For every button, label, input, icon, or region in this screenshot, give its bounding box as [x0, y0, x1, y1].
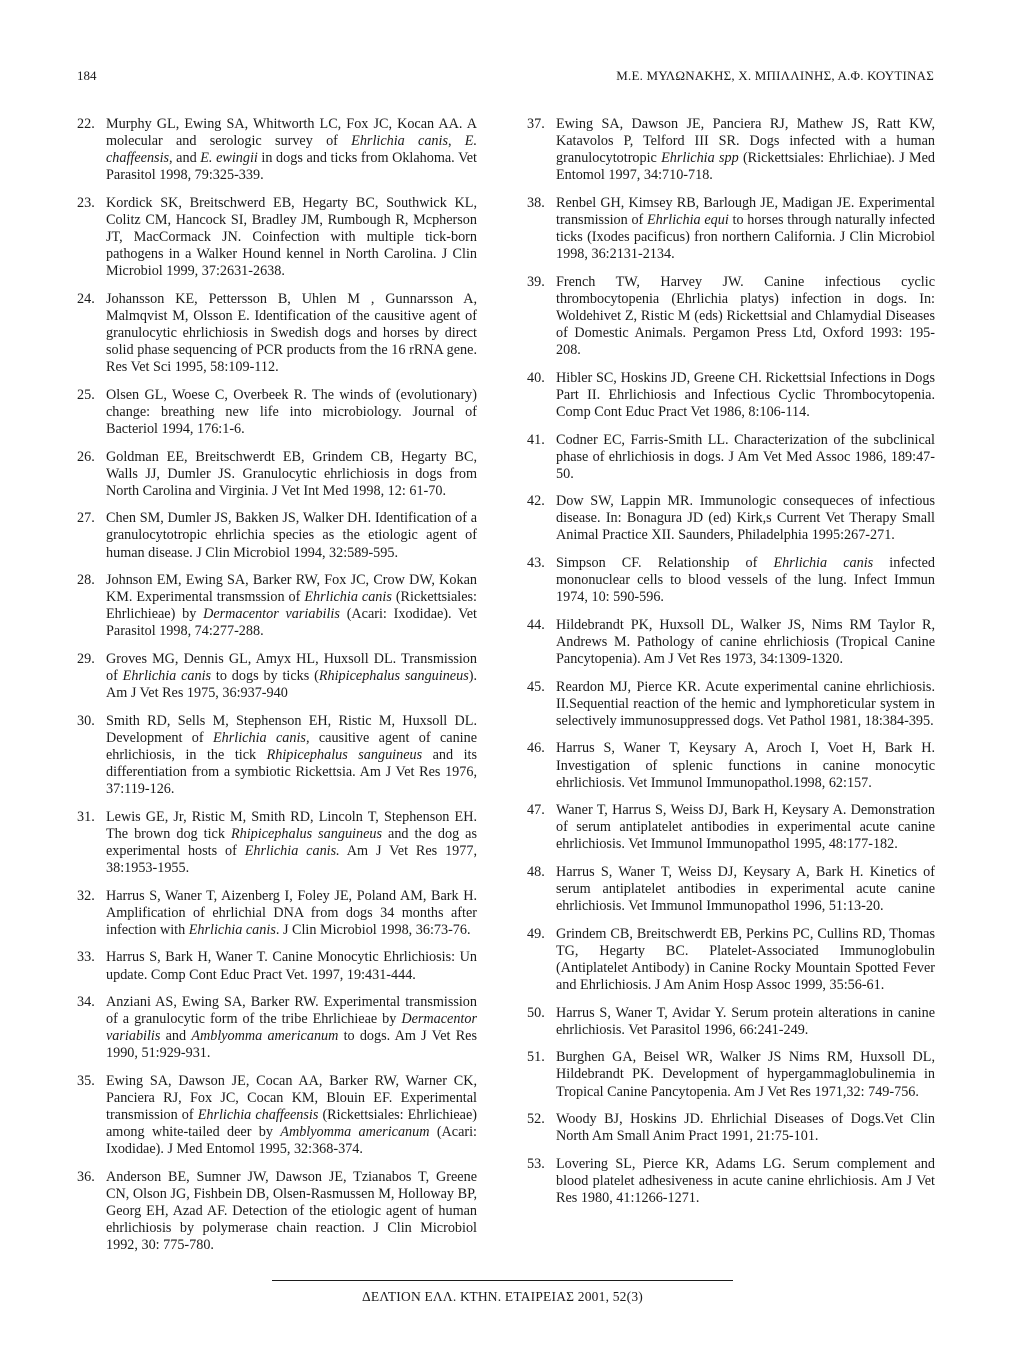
reference-segment: Woody BJ, Hoskins JD. Ehrlichial Diseases of Dogs.Vet Clin North Am Small Anim Pract 1991, 21:75-101.	[556, 1111, 935, 1145]
reference-segment: , and	[169, 150, 201, 167]
reference-italic-segment: Ehrlichia canis	[773, 555, 874, 572]
reference-item	[77, 572, 477, 640]
reference-item	[77, 949, 477, 983]
reference-number: 22.	[77, 116, 95, 132]
reference-segment: . J Clin Microbiol 1998, 36:73-76.	[275, 921, 471, 938]
reference-segment: Groves MG, Dennis GL, Amyx HL, Huxsoll DL. Transmission of	[106, 651, 477, 685]
reference-item	[77, 809, 477, 877]
reference-italic-segment: Rhipicephalus sanguineus	[230, 825, 382, 842]
reference-number: 41.	[527, 431, 545, 448]
reference-number: 53.	[527, 1155, 545, 1172]
reference-segment: Lewis GE, Jr, Ristic M, Smith RD, Lincoln T, Stephenson EH. The brown dog tick	[106, 808, 477, 842]
reference-text	[106, 651, 477, 701]
reference-item	[527, 370, 935, 421]
reference-item	[77, 1169, 477, 1254]
reference-item	[527, 740, 935, 791]
reference-segment: Harrus S, Waner T, Avidar Y. Serum protein alterations in canine ehrlichiosis. Vet Parasitol 1996, 66:241-249.	[556, 1004, 935, 1038]
reference-segment: Harrus S, Waner T, Aizenberg I, Foley JE, Poland AM, Bark H. Amplification of ehrlichial DNA from dogs 34 months after infection with	[106, 887, 477, 938]
reference-segment: to dogs by ticks (	[211, 668, 319, 685]
reference-item	[527, 195, 935, 263]
reference-segment: Ewing SA, Dawson JE, Panciera RJ, Mathew JS, Ratt KW, Katavolos P, Telford III SR. Dogs infected with a human granulocytotropic	[556, 116, 935, 167]
reference-text	[106, 510, 477, 560]
reference-text	[106, 291, 477, 375]
reference-segment: Hibler SC, Hoskins JD, Greene CH. Rickettsial Infections in Dogs Part II. Ehrlichiosis and Infectious Cyclic Thrombocytopenia. Comp Cont Educ Pract Vet 1986, 8:106-114.	[556, 369, 935, 420]
reference-text	[556, 274, 935, 358]
reference-text	[556, 864, 935, 914]
reference-number: 26.	[77, 448, 95, 465]
reference-item	[527, 1111, 935, 1145]
reference-number: 49.	[527, 925, 545, 942]
reference-segment: Harrus S, Waner T, Keysary A, Aroch I, Voet H, Bark H. Investigation of splenic functions in canine monocytic ehrlichiosis. Vet Immunol Immunopathol.1998, 62:157.	[556, 740, 935, 791]
reference-text	[556, 679, 935, 729]
reference-number: 32.	[77, 887, 95, 904]
reference-segment: and the dog as experimental hosts of	[106, 825, 478, 859]
reference-item	[527, 1049, 935, 1100]
reference-number: 34.	[77, 994, 95, 1011]
reference-item	[527, 1005, 935, 1039]
footer-rule	[272, 1280, 733, 1281]
reference-segment: Renbel GH, Kimsey RB, Barlough JE, Madigan JE. Experimental transmission of	[556, 194, 935, 228]
reference-number: 48.	[527, 863, 545, 880]
reference-number: 45.	[527, 678, 545, 695]
reference-number: 27.	[77, 510, 95, 527]
reference-segment: (Rickettsiales: Ehrlichieae) by	[106, 589, 477, 623]
reference-text	[556, 1156, 935, 1206]
reference-item	[527, 493, 935, 544]
reference-segment: Harrus S, Waner T, Weiss DJ, Keysary A, Bark H. Kinetics of serum antiplatelet antibodies in experimental acute canine ehrlichiosis. Vet Immunol Immunopathol 1996, 51:13-20.	[556, 863, 935, 915]
reference-number: 25.	[77, 386, 95, 403]
reference-item	[527, 555, 935, 606]
reference-item	[77, 1073, 477, 1158]
reference-text	[556, 116, 935, 183]
reference-text	[556, 1111, 935, 1144]
page-number: 184	[77, 68, 97, 83]
running-head: Μ.Ε. ΜΥΛΩΝΑΚΗΣ, Χ. ΜΠΙΛΛΙΝΗΣ, Α.Φ. ΚΟΥΤΙΝΑΣ	[616, 68, 934, 83]
reference-text	[106, 1169, 477, 1253]
reference-item	[527, 926, 935, 994]
reference-item	[527, 802, 935, 853]
reference-item	[77, 291, 477, 376]
reference-segment: (Acari: Ixodidae). Vet Parasitol 1998, 74:277-288.	[106, 606, 477, 640]
reference-number: 38.	[527, 194, 545, 211]
reference-segment: (Rickettsiales: Ehrlichiae). J Med Entomol 1997, 34:710-718.	[556, 150, 935, 184]
reference-segment: (Rickettsiales: Ehrlichieae) among white-tailed deer by	[106, 1107, 478, 1141]
reference-item	[77, 510, 477, 561]
reference-italic-segment: Ehrlichia canis	[188, 921, 276, 938]
reference-italic-segment: Ehrlichia canis	[351, 133, 448, 150]
reference-segment: Hildebrandt PK, Huxsoll DL, Walker JS, Nims RM Taylor R, Andrews M. Pathology of canine ehrlichiosis (Tropical Canine Pancytopenia). Am J Vet Res 1973, 34:1309-1320.	[556, 616, 935, 668]
reference-text	[106, 888, 477, 938]
reference-segment: Reardon MJ, Pierce KR. Acute experimental canine ehrlichiosis. II.Sequential reaction of the hemic and lymphoreticular system in selectively immunosuppressed dogs. Vet Pathol 1981, 18:384-395.	[556, 678, 935, 729]
reference-segment: Harrus S, Bark H, Waner T. Canine Monocytic Ehrlichiosis: Un update. Comp Cont Educ Pract Vet. 1997, 19:431-444.	[106, 949, 477, 983]
reference-item	[527, 274, 935, 359]
reference-item	[77, 116, 477, 184]
reference-number: 24.	[77, 290, 95, 307]
reference-number: 31.	[77, 808, 95, 825]
reference-segment: Lovering SL, Pierce KR, Adams LG. Serum complement and blood platelet adhesiveness in acute canine ehrlichiosis. Am J Vet Res 1980, 41:1266-1271.	[556, 1155, 935, 1206]
reference-segment: Chen SM, Dumler JS, Bakken JS, Walker DH. Identification of a granulocytotropic ehrlichia species as the etiologic agent of human disease. J Clin Microbiol 1994, 32:589-595.	[106, 510, 477, 561]
reference-item	[527, 1156, 935, 1207]
reference-segment: Simpson CF. Relationship of	[556, 555, 774, 572]
reference-text	[556, 493, 935, 543]
reference-segment: Olsen GL, Woese C, Overbeek R. The winds of (evolutionary) change: breathing new life into microbiology. Journal of Bacteriol 1994, 176:1-6.	[106, 386, 477, 437]
reference-segment: , causitive agent of canine ehrlichiosis, in the tick	[106, 729, 477, 763]
reference-number: 47.	[527, 802, 545, 819]
reference-italic-segment: Dermacentor variabilis	[106, 1011, 477, 1045]
reference-segment: Waner T, Harrus S, Weiss DJ, Bark H, Keysary A. Demonstration of serum antiplatelet antibodies in experimental acute canine ehrlichiosis. Vet Immunol Immunopathol 1995, 48:177-182.	[556, 802, 935, 853]
reference-italic-segment: Rhipicephalus sanguineus	[266, 747, 423, 763]
reference-text	[556, 926, 935, 993]
reference-segment: Grindem CB, Breitschwerdt EB, Perkins PC, Cullins RD, Thomas TG, Hegarty BC. Platelet-Associated Immunoglobulin (Antiplatelet Antibody) in Canine Rocky Mountain Spotted Fever and Ehrlichiosis. J Am Anim Hosp Assoc 1999, 35:56-61.	[556, 925, 935, 994]
reference-number: 42.	[527, 493, 545, 510]
reference-italic-segment: Dermacentor variabilis	[203, 606, 340, 623]
reference-italic-segment: Rhipicephalus sanguineus	[318, 668, 469, 685]
reference-text	[556, 617, 935, 667]
reference-segment: to dogs. Am J Vet Res 1990, 51:929-931.	[106, 1028, 477, 1062]
reference-item	[77, 195, 477, 280]
reference-italic-segment: Ehrlichia canis	[304, 589, 392, 606]
reference-text	[106, 994, 477, 1061]
reference-italic-segment: E. ewingii	[200, 150, 258, 167]
reference-number: 52.	[527, 1111, 545, 1128]
reference-item	[77, 651, 477, 702]
reference-number: 40.	[527, 369, 545, 386]
reference-italic-segment: Ehrlichia spp	[661, 150, 739, 167]
reference-number: 29.	[77, 651, 95, 668]
reference-number: 43.	[527, 555, 545, 572]
reference-number: 37.	[527, 116, 545, 132]
reference-italic-segment: Ehrlichia chaffeensis	[197, 1107, 319, 1124]
reference-segment: (Acari: Ixodidae). J Med Entomol 1995, 32:368-374.	[106, 1124, 477, 1158]
reference-segment: infected mononuclear cells to blood vessels of the lung. Infect Immun 1974, 10: 590-596.	[556, 555, 935, 606]
reference-segment: Anderson BE, Sumner JW, Dawson JE, Tzianabos T, Greene CN, Olson JG, Fishbein DB, Olsen-Rasmussen M, Holloway BP, Georg EH, Azad AF. Detection of the etiologic agent of human ehrlichiosis by polymerase chain reaction. J Clin Microbiol 1992, 30: 775-780.	[106, 1168, 477, 1254]
reference-text	[106, 449, 477, 499]
reference-text	[556, 740, 935, 790]
reference-segment: Goldman EE, Breitschwerdt EB, Grindem CB, Hegarty BC, Walls JJ, Dumler JS. Granulocytic ehrlichiosis in dogs from North Carolina and Virginia. J Vet Int Med 1998, 12: 61-70.	[106, 448, 477, 499]
reference-segment: in dogs and ticks from Oklahoma. Vet Parasitol 1998, 79:325-339.	[106, 150, 477, 184]
reference-number: 33.	[77, 949, 95, 966]
reference-text	[106, 116, 477, 183]
reference-segment: Johnson EM, Ewing SA, Barker RW, Fox JC, Crow DW, Kokan KM. Experimental transmssion of	[106, 572, 477, 606]
reference-italic-segment: Ehrlichia canis	[122, 668, 212, 685]
reference-segment: Am J Vet Res 1977, 38:1953-1955.	[106, 842, 477, 877]
reference-italic-segment: Amblyomma americanum	[191, 1028, 339, 1045]
reference-item	[77, 888, 477, 939]
reference-segment: to horses through naturally infected ticks (Ixodes pacificus) fron northern California. J Clin Microbiol 1998, 36:2131-2134.	[556, 211, 935, 263]
reference-text	[106, 1073, 477, 1157]
reference-text	[556, 195, 935, 262]
reference-text	[556, 1005, 935, 1038]
reference-item	[77, 387, 477, 438]
reference-segment: Murphy GL, Ewing SA, Whitworth LC, Fox JC, Kocan AA. A molecular and serologic survey of	[106, 116, 477, 150]
reference-number: 44.	[527, 616, 545, 633]
reference-number: 23.	[77, 194, 95, 211]
reference-segment: French TW, Harvey JW. Canine infectious cyclic thrombocytopenia (Ehrlichia platys) infection in dogs. In: Woldehivet Z, Ristic M (eds) Rickettsial and Chlamydial Diseases of Domestic Animals. Pergamon Press Ltd, Oxford 1993: 195-208.	[556, 273, 935, 359]
reference-item	[77, 713, 477, 798]
reference-number: 30.	[77, 712, 95, 729]
reference-text	[556, 802, 935, 852]
reference-segment: ). Am J Vet Res 1975, 36:937-940	[106, 668, 478, 702]
reference-segment: Kordick SK, Breitschwerd EB, Hegarty BC, Southwick KL, Colitz CM, Hancock SI, Bradley JM, Rumbough R, Mcpherson JT, MacCormack JN. Coinfection with multiple tick-born pathogens in a Walker Hound kennel in North Carolina. J Clin Microbiol 1999, 37:2631-2638.	[106, 194, 477, 280]
reference-number: 51.	[527, 1049, 545, 1066]
reference-text	[106, 572, 477, 639]
reference-text	[556, 370, 935, 420]
reference-italic-segment: Amblyomma americanum	[280, 1124, 430, 1141]
journal-footer: ΔΕΛΤΙΟΝ ΕΛΛ. ΚΤΗΝ. ΕΤΑΙΡΕΙΑΣ 2001, 52(3)	[362, 1289, 643, 1304]
reference-text	[556, 555, 935, 605]
reference-segment: Ewing SA, Dawson JE, Cocan AA, Barker RW, Warner CK, Panciera RJ, Fox JC, Cocan KM, Blouin EF. Experimental transmission of	[106, 1073, 477, 1124]
reference-number: 35.	[77, 1073, 95, 1089]
reference-italic-segment: Ehrlichia canis	[213, 729, 306, 746]
reference-item	[527, 432, 935, 483]
reference-text	[106, 387, 477, 437]
reference-text	[106, 809, 477, 876]
references-left-column	[77, 116, 477, 1265]
reference-number: 50.	[527, 1004, 545, 1021]
references-right-column	[527, 116, 935, 1218]
reference-number: 28.	[77, 572, 95, 589]
reference-number: 46.	[527, 740, 545, 757]
reference-item	[527, 864, 935, 915]
reference-segment: Johansson KE, Pettersson B, Uhlen M , Gunnarsson A, Malmqvist M, Olsson E. Identification of the causitive agent of granulocytic ehrlichiosis in Swedish dogs and horses by direct solid phase sequencing of PCR products from the 16 rRNA gene. Res Vet Sci 1995, 58:109-112.	[106, 290, 477, 376]
reference-segment: and	[160, 1028, 192, 1045]
reference-number: 39.	[527, 273, 545, 290]
reference-segment: and its differentiation from a symbiotic Rickettsia. Am J Vet Res 1976, 37:119-126.	[106, 747, 477, 798]
reference-segment: ,	[447, 133, 465, 150]
reference-segment: Smith RD, Sells M, Stephenson EH, Ristic M, Huxsoll DL. Development of	[106, 712, 477, 746]
reference-number: 36.	[77, 1168, 95, 1185]
reference-item	[77, 994, 477, 1062]
reference-text	[106, 949, 477, 982]
reference-text	[556, 432, 935, 482]
reference-segment: Anziani AS, Ewing SA, Barker RW. Experimental transmission of a granulocytic form of the tribe Ehrlichieae by	[106, 994, 477, 1028]
reference-item	[527, 116, 935, 184]
reference-italic-segment: E. chaffeensis	[106, 133, 478, 167]
reference-text	[106, 713, 477, 797]
reference-item	[527, 679, 935, 730]
reference-italic-segment: Ehrlichia canis.	[244, 842, 340, 859]
reference-item	[527, 617, 935, 668]
reference-text	[106, 195, 477, 279]
reference-segment: Dow SW, Lappin MR. Immunologic consequeces of infectious disease. In: Bonagura JD (ed) Kirk,s Current Vet Therapy Small Animal Practice XII. Saunders, Philadelphia 1995:267-271.	[556, 493, 935, 544]
reference-item	[77, 449, 477, 500]
reference-segment: Burghen GA, Beisel WR, Walker JS Nims RM, Huxsoll DL, Hildebrandt PK. Development of hypergammaglobulinemia in Tropical Canine Pancytopenia. Am J Vet Res 1971,32: 749-756.	[556, 1049, 935, 1100]
reference-text	[556, 1049, 935, 1099]
reference-italic-segment: Ehrlichia equi	[647, 211, 729, 228]
reference-segment: Codner EC, Farris-Smith LL. Characterization of the subclinical phase of ehrlichiosis in dogs. J Am Vet Med Assoc 1986, 189:47-50.	[556, 431, 935, 482]
